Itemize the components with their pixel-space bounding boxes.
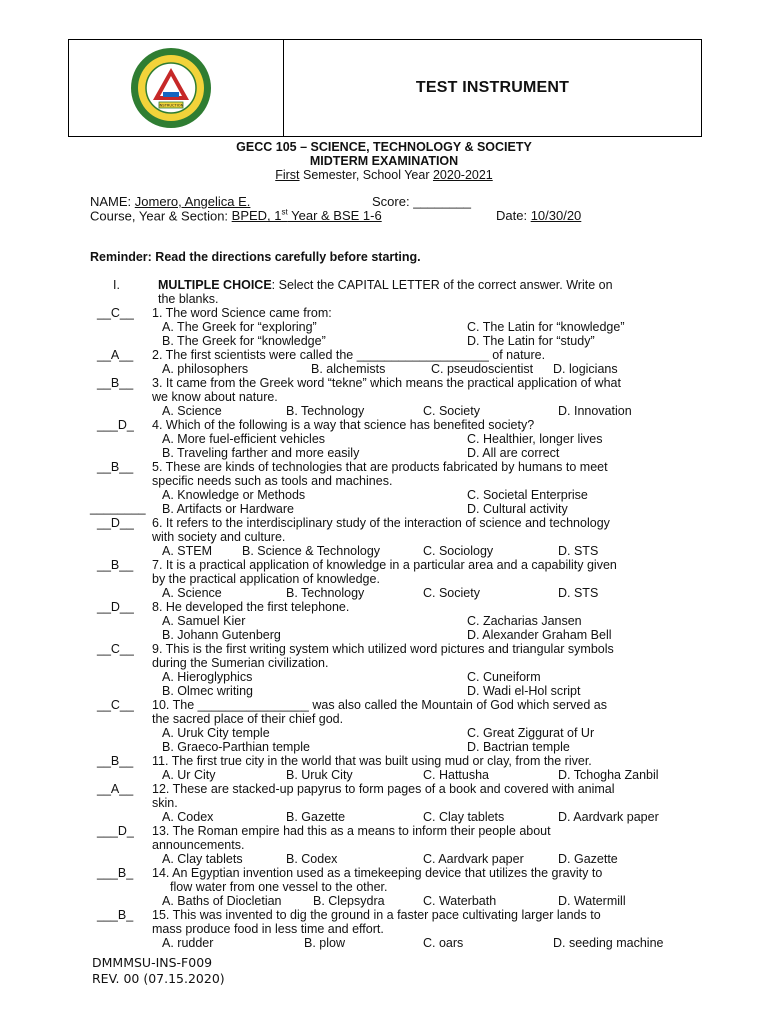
logo-cell [69, 40, 284, 136]
revision-info: REV. 00 (07.15.2020) [92, 971, 225, 986]
option-choice: D. Aardvark paper [558, 810, 659, 824]
option-choice: B. plow [304, 936, 345, 950]
semester-line [0, 168, 768, 182]
part-instruction-line2: the blanks. [158, 292, 219, 306]
question-text: by the practical application of knowledge. [152, 572, 380, 586]
option-choice: A. rudder [162, 936, 214, 950]
question-text: skin. [152, 796, 178, 810]
answer-blank: __A__ [97, 348, 134, 362]
answer-blank: ___D_ [97, 824, 134, 838]
svg-text:INSTRUCTION: INSTRUCTION [158, 103, 184, 108]
question-text: 6. It refers to the interdisciplinary study of the interaction of science and technology [152, 516, 610, 530]
question-text: 15. This was invented to dig the ground in a faster pace cultivating larger lands to [152, 908, 601, 922]
university-seal-logo [129, 46, 213, 130]
option-choice: D. Watermill [558, 894, 626, 908]
option-choice: D. Innovation [558, 404, 632, 418]
option-choice: A. Ur City [162, 768, 216, 782]
question-text: 2. The first scientists were called the ___________________ of nature. [152, 348, 546, 362]
option-choice: B. alchemists [311, 362, 386, 376]
section-part-b: Year & BSE 1-6 [287, 208, 382, 224]
question-text: 5. These are kinds of technologies that are products fabricated by humans to meet [152, 460, 608, 474]
option-choice: C. Sociology [423, 544, 494, 558]
section-sup: st [281, 208, 288, 217]
option-choice: A. Science [162, 404, 222, 418]
form-code: DMMMSU-INS-F009 [92, 955, 213, 970]
option-choice: D. Bactrian temple [467, 740, 570, 754]
option-choice: D. Gazette [558, 852, 618, 866]
option-choice: C. Healthier, longer lives [467, 432, 603, 446]
option-choice: B. Johann Gutenberg [162, 628, 281, 642]
stray-blank: ________ [90, 501, 146, 515]
part-numeral: I. [113, 278, 120, 292]
student-name: Jomero, Angelica E. [134, 194, 251, 209]
option-choice: B. The Greek for “knowledge” [162, 334, 326, 348]
question-text: 1. The word Science came from: [152, 306, 332, 320]
question-text: 7. It is a practical application of knowledge in a particular area and a capability given [152, 558, 617, 572]
answer-blank: __A__ [97, 782, 134, 796]
answer-blank: __C__ [97, 306, 134, 320]
option-choice: B. Clepsydra [313, 894, 385, 908]
part-title: MULTIPLE CHOICE [158, 278, 272, 292]
option-choice: A. Clay tablets [162, 852, 243, 866]
option-choice: D. STS [558, 586, 599, 600]
question-text: flow water from one vessel to the other. [170, 880, 388, 894]
option-choice: C. oars [423, 936, 464, 950]
score-line [372, 194, 471, 209]
option-choice: B. Technology [286, 404, 365, 418]
option-choice: D. The Latin for “study” [467, 334, 595, 348]
answer-blank: __B__ [97, 754, 134, 768]
question-text: 12. These are stacked-up papyrus to form pages of a book and covered with animal [152, 782, 615, 796]
name-line [90, 194, 250, 209]
option-choice: A. Codex [162, 810, 214, 824]
option-choice: A. STEM [162, 544, 213, 558]
semester-text: Semester, School Year [299, 168, 433, 182]
option-choice: C. pseudoscientist [431, 362, 534, 376]
option-choice: A. Uruk City temple [162, 726, 270, 740]
reminder-text: Reminder: Read the directions carefully before starting. [90, 250, 421, 264]
answer-blank: ___B_ [97, 908, 134, 922]
question-text: specific needs such as tools and machines. [152, 474, 393, 488]
question-text: during the Sumerian civilization. [152, 656, 329, 670]
option-choice: B. Traveling farther and more easily [162, 446, 360, 460]
option-choice: C. Aardvark paper [423, 852, 524, 866]
option-choice: C. The Latin for “knowledge” [467, 320, 625, 334]
option-choice: B. Codex [286, 852, 338, 866]
option-choice: C. Zacharias Jansen [467, 614, 582, 628]
option-choice: A. More fuel-efficient vehicles [162, 432, 326, 446]
option-choice: C. Society [423, 586, 480, 600]
option-choice: C. Society [423, 404, 480, 418]
score-blank: ________ [413, 194, 472, 209]
option-choice: B. Science & Technology [242, 544, 381, 558]
option-choice: B. Uruk City [286, 768, 353, 782]
question-text: 14. An Egyptian invention used as a timekeeping device that utilizes the gravity to [152, 866, 603, 880]
option-choice: D. STS [558, 544, 599, 558]
header-box [68, 39, 702, 137]
part-instruction-text: : Select the CAPITAL LETTER of the correct answer. Write on [271, 278, 613, 292]
option-choice: A. philosophers [162, 362, 249, 376]
question-text: with society and culture. [152, 530, 286, 544]
answer-blank: ___D_ [97, 418, 134, 432]
option-choice: D. Cultural activity [467, 502, 568, 516]
answer-blank: __C__ [97, 698, 134, 712]
option-choice: C. Clay tablets [423, 810, 505, 824]
section-value [232, 208, 382, 223]
section-label: Course, Year & Section: [90, 208, 232, 224]
option-choice: B. Technology [286, 586, 365, 600]
option-choice: C. Great Ziggurat of Ur [467, 726, 595, 740]
option-choice: B. Artifacts or Hardware [162, 502, 294, 516]
answer-blank: __C__ [97, 642, 134, 656]
question-text: 4. Which of the following is a way that science has benefited society? [152, 418, 535, 432]
date-line [496, 208, 581, 223]
option-choice: A. Hieroglyphics [162, 670, 253, 684]
answer-blank: __D__ [97, 516, 134, 530]
exam-type: MIDTERM EXAMINATION [309, 154, 459, 168]
score-label: Score: [372, 194, 414, 209]
option-choice: B. Graeco-Parthian temple [162, 740, 310, 754]
option-choice: A. Samuel Kier [162, 614, 246, 628]
option-choice: D. Tchogha Zanbil [558, 768, 659, 782]
question-text: 10. The ________________ was also called the Mountain of God which served as [152, 698, 607, 712]
question-text: 13. The Roman empire had this as a means to inform their people about [152, 824, 551, 838]
option-choice: C. Cuneiform [467, 670, 541, 684]
question-text: 8. He developed the first telephone. [152, 600, 350, 614]
question-text: announcements. [152, 838, 245, 852]
option-choice: B. Olmec writing [162, 684, 253, 698]
answer-blank: __D__ [97, 600, 134, 614]
answer-blank: __B__ [97, 376, 134, 390]
date-label: Date: [496, 208, 531, 223]
exam-date: 10/30/20 [530, 208, 582, 223]
part-instruction [158, 278, 613, 292]
option-choice: D. seeding machine [553, 936, 664, 950]
option-choice: A. Science [162, 586, 222, 600]
option-choice: A. The Greek for “exploring” [162, 320, 317, 334]
semester-first: First [275, 168, 300, 182]
question-text: 11. The first true city in the world that was built using mud or clay, from the river. [152, 754, 592, 768]
answer-blank: ___B_ [97, 866, 134, 880]
option-choice: B. Gazette [286, 810, 346, 824]
section-part-a: BPED, 1 [231, 208, 282, 224]
school-year: 2020-2021 [432, 168, 493, 182]
answer-blank: __B__ [97, 558, 134, 572]
document-title: TEST INSTRUMENT [415, 79, 570, 96]
option-choice: C. Societal Enterprise [467, 488, 588, 502]
question-text: mass produce food in less time and effort. [152, 922, 384, 936]
option-choice: A. Baths of Diocletian [162, 894, 282, 908]
option-choice: C. Hattusha [423, 768, 490, 782]
section-line [90, 208, 382, 223]
option-choice: C. Waterbath [423, 894, 497, 908]
question-text: we know about nature. [152, 390, 278, 404]
option-choice: D. logicians [553, 362, 618, 376]
name-label: NAME: [90, 194, 135, 209]
question-text: 9. This is the first writing system which utilized word pictures and triangular symbols [152, 642, 614, 656]
option-choice: D. All are correct [467, 446, 560, 460]
question-text: 3. It came from the Greek word “tekne” which means the practical application of what [152, 376, 621, 390]
answer-blank: __B__ [97, 460, 134, 474]
option-choice: D. Alexander Graham Bell [467, 628, 612, 642]
option-choice: D. Wadi el-Hol script [467, 684, 581, 698]
question-text: the sacred place of their chief god. [152, 712, 344, 726]
option-choice: A. Knowledge or Methods [162, 488, 306, 502]
course-title: GECC 105 – SCIENCE, TECHNOLOGY & SOCIETY [236, 140, 532, 154]
